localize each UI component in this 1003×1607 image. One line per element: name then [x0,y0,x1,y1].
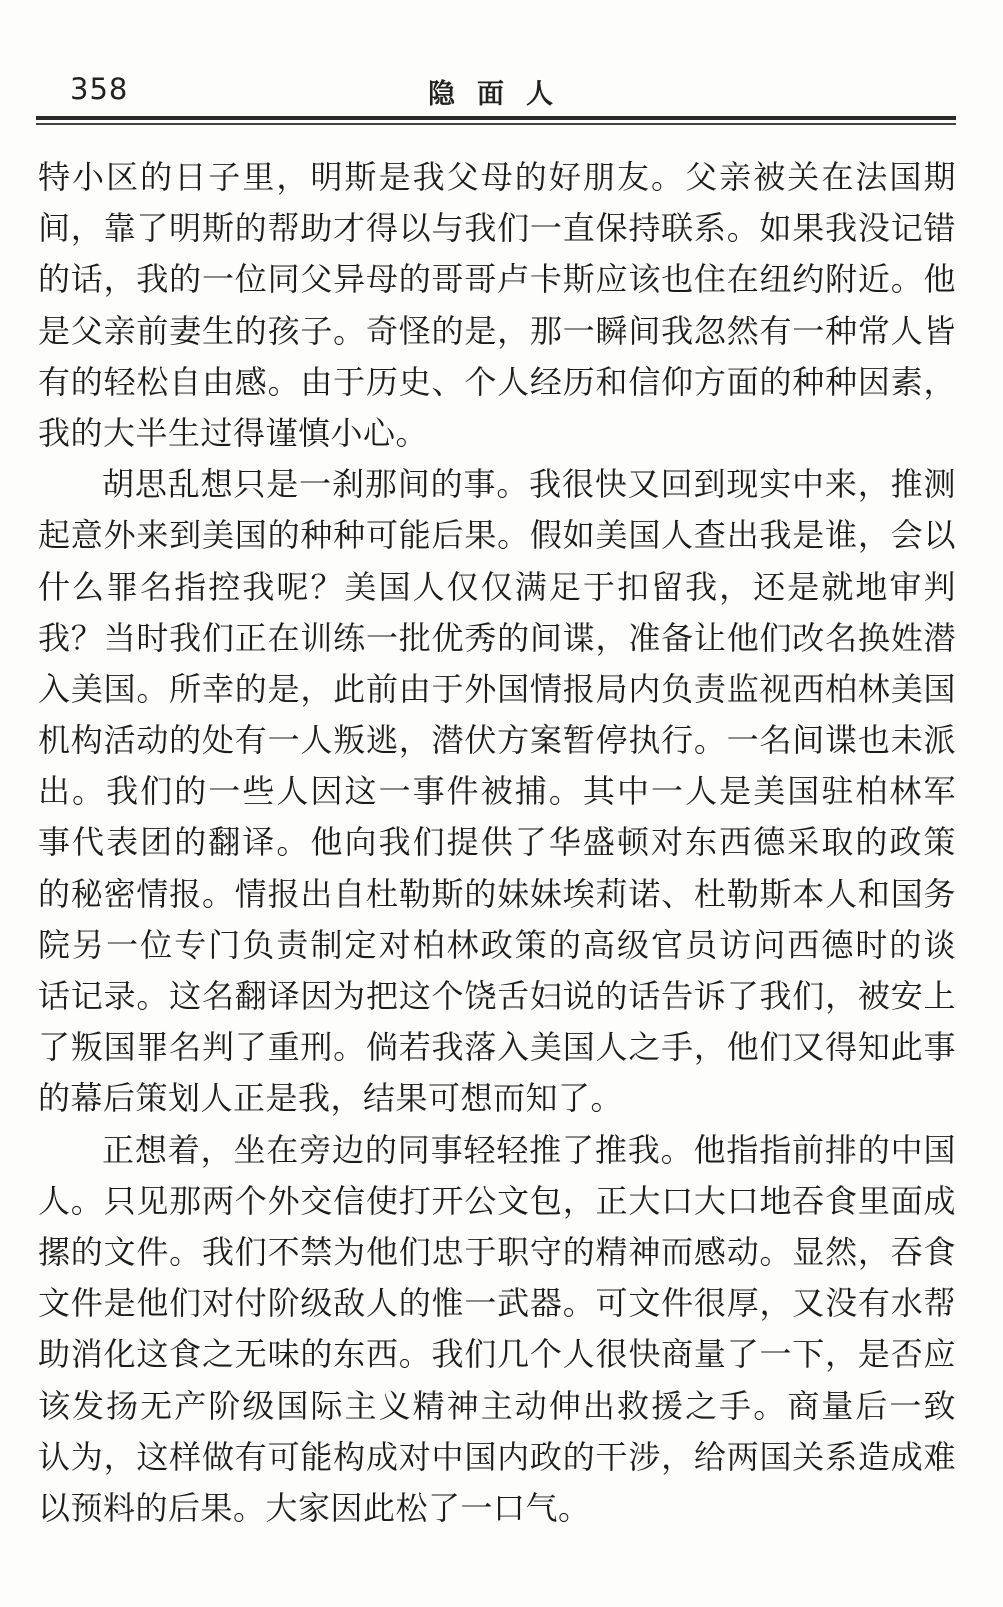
text-line: 该发扬无产阶级国际主义精神主动伸出救援之手。商量后一致 [38,1386,956,1425]
text-line: 起意外来到美国的种种可能后果。假如美国人查出我是谁，会以 [38,516,956,555]
text-line: 的话，我的一位同父异母的哥哥卢卡斯应该也住在纽约附近。他 [38,260,956,299]
header-rule-thin [36,123,956,125]
text-line: 的幕后策划人正是我，结果可想而知了。 [38,1079,624,1118]
text-line: 入美国。所幸的是，此前由于外国情报局内负责监视西柏林美国 [38,669,956,708]
text-line: 话记录。这名翻译因为把这个饶舌妇说的话告诉了我们，被安上 [38,977,956,1015]
text-line: 什么罪名指控我呢？美国人仅仅满足于扣留我，还是就地审判 [38,567,956,606]
body-text [38,152,956,1534]
header-rule-thick [36,116,956,120]
text-line: 我？当时我们正在训练一批优秀的间谍，准备让他们改名换姓潜 [38,618,956,657]
text-line: 特小区的日子里，明斯是我父母的好朋友。父亲被关在法国期 [38,158,956,196]
text-line: 是父亲前妻生的孩子。奇怪的是，那一瞬间我忽然有一种常人皆 [38,311,956,350]
page-header [38,60,958,110]
text-line: 以预料的后果。大家因此松了一口气。 [38,1488,591,1527]
text-line: 的秘密情报。情报出自杜勒斯的妹妹埃莉诺、杜勒斯本人和国务 [38,874,956,913]
page-number: 358 [70,72,129,106]
text-line: 人。只见那两个外交信使打开公文包，正大口大口地吞食里面成 [38,1181,956,1220]
text-line: 认为，这样做有可能构成对中国内政的干涉，给两国关系造成难 [38,1437,956,1476]
text-line: 文件是他们对付阶级敌人的惟一武器。可文件很厚，又没有水帮 [38,1284,956,1323]
running-title: 隐面人 [428,79,575,110]
text-line: 出。我们的一些人因这一事件被捕。其中一人是美国驻柏林军 [38,772,956,811]
paragraph-first-line: 胡思乱想只是一刹那间的事。我很快又回到现实中来，推测 [102,465,956,504]
text-line: 事代表团的翻译。他向我们提供了华盛顿对东西德采取的政策 [38,823,956,862]
text-line: 摞的文件。我们不禁为他们忠于职守的精神而感动。显然，吞食 [38,1232,956,1271]
text-line: 机构活动的处有一人叛逃，潜伏方案暂停执行。一名间谍也未派 [38,721,956,760]
text-line: 了叛国罪名判了重刑。倘若我落入美国人之手，他们又得知此事 [38,1028,956,1067]
paragraph-first-line: 正想着，坐在旁边的同事轻轻推了推我。他指指前排的中国 [102,1130,956,1169]
text-line: 院另一位专门负责制定对柏林政策的高级官员访问西德时的谈 [38,925,956,964]
text-line: 我的大半生过得谨慎小心。 [38,413,429,452]
text-line: 间，靠了明斯的帮助才得以与我们一直保持联系。如果我没记错 [38,209,956,248]
text-line: 有的轻松自由感。由于历史、个人经历和信仰方面的种种因素， [38,362,956,401]
text-line: 助消化这食之无味的东西。我们几个人很快商量了一下，是否应 [38,1335,956,1374]
